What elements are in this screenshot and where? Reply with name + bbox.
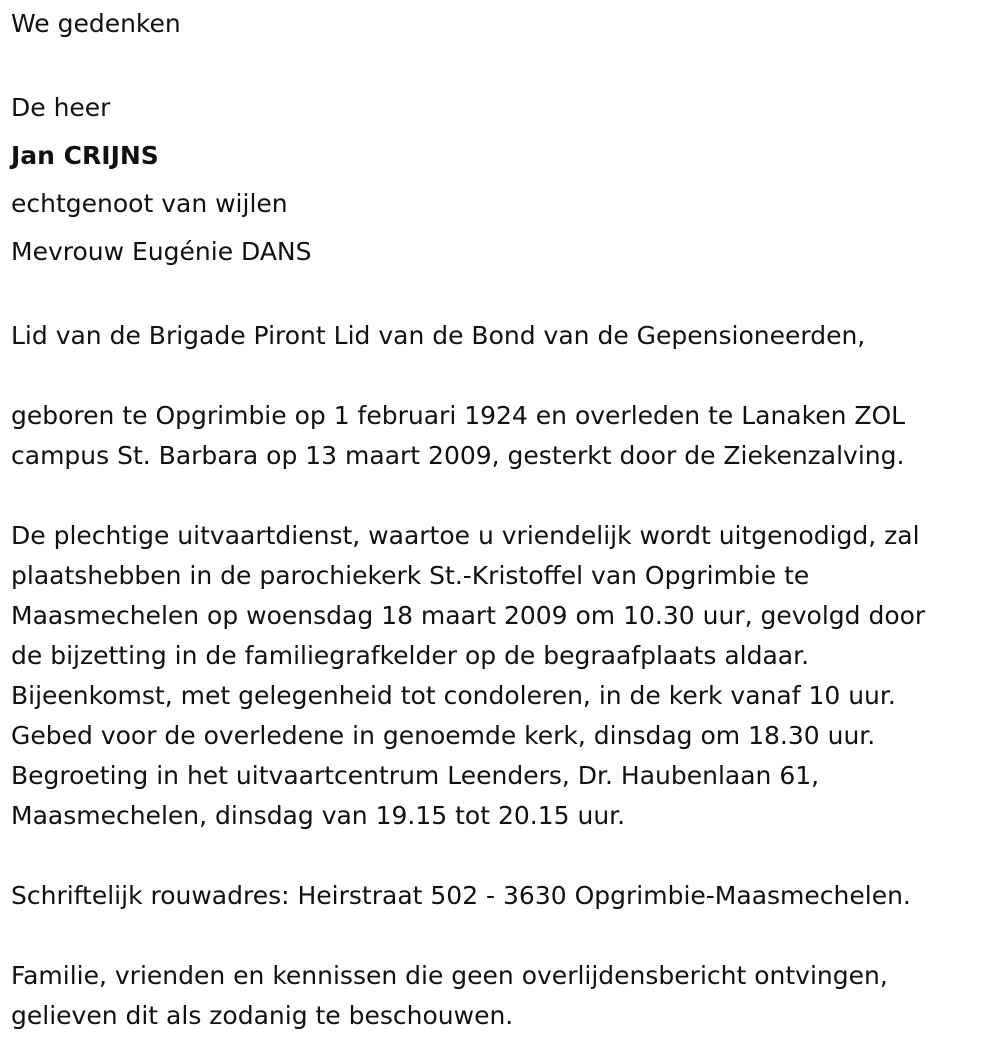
spacer <box>11 476 991 516</box>
paragraph-line: Gebed voor de overledene in genoemde kerk, dinsdag om 18.30 uur. <box>11 721 876 750</box>
spacer <box>11 356 991 396</box>
membership-text: Lid van de Brigade Piront Lid van de Bond van de Gepensioneerden, <box>11 321 866 350</box>
ceremony-paragraph <box>11 516 991 836</box>
birth-death-paragraph <box>11 396 991 476</box>
paragraph-line: Familie, vrienden en kennissen die geen overlijdensbericht ontvingen, <box>11 961 888 990</box>
mourning-address: Schriftelijk rouwadres: Heirstraat 502 - 3630 Opgrimbie-Maasmechelen. <box>11 881 911 910</box>
closing-paragraph <box>11 956 991 1036</box>
paragraph-line: campus St. Barbara op 13 maart 2009, gesterkt door de Ziekenzalving. <box>11 441 905 470</box>
paragraph-line: Bijeenkomst, met gelegenheid tot condoleren, in de kerk vanaf 10 uur. <box>11 681 896 710</box>
paragraph-line: de bijzetting in de familiegrafkelder op de begraafplaats aldaar. <box>11 641 810 670</box>
deceased-block <box>11 84 991 276</box>
deceased-title: De heer <box>11 93 111 122</box>
paragraph-line: geboren te Opgrimbie op 1 februari 1924 en overleden te Lanaken ZOL <box>11 401 906 430</box>
spacer <box>11 916 991 956</box>
spacer <box>11 44 991 84</box>
spacer <box>11 276 991 316</box>
paragraph-line: De plechtige uitvaartdienst, waartoe u vriendelijk wordt uitgenodigd, zal <box>11 521 920 550</box>
paragraph-line: Maasmechelen op woensdag 18 maart 2009 om 10.30 uur, gevolgd door <box>11 601 926 630</box>
relation-text: echtgenoot van wijlen <box>11 189 288 218</box>
notice-heading: We gedenken <box>11 9 181 38</box>
deceased-name: Jan CRIJNS <box>11 141 159 170</box>
paragraph-line: Maasmechelen, dinsdag van 19.15 tot 20.15 uur. <box>11 801 626 830</box>
spacer <box>11 836 991 876</box>
spouse-name: Mevrouw Eugénie DANS <box>11 237 312 266</box>
paragraph-line: gelieven dit als zodanig te beschouwen. <box>11 1001 514 1030</box>
paragraph-line: plaatshebben in de parochiekerk St.-Kristoffel van Opgrimbie te <box>11 561 810 590</box>
paragraph-line: Begroeting in het uitvaartcentrum Leenders, Dr. Haubenlaan 61, <box>11 761 820 790</box>
